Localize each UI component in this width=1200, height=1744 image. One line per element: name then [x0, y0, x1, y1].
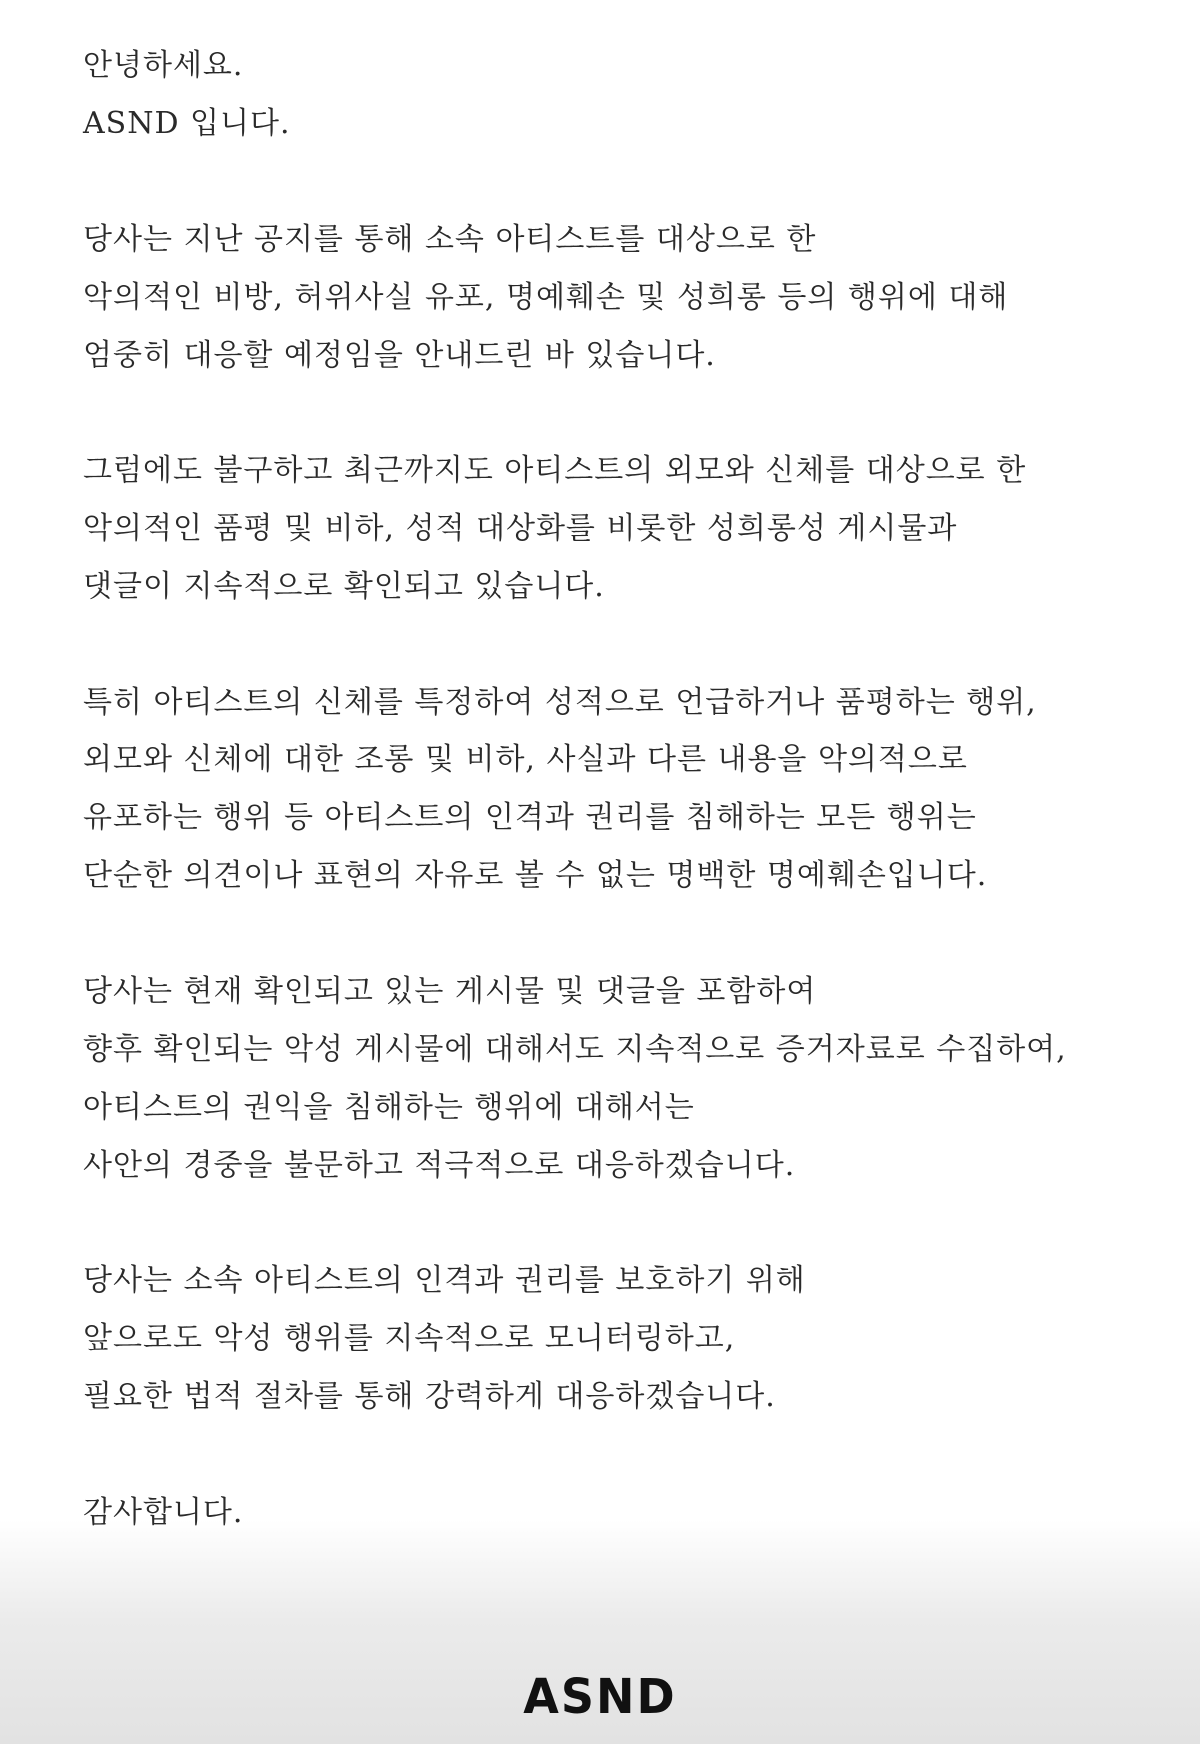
closing-line: 감사합니다. — [83, 1495, 244, 1530]
paragraph-1-line-1: 당사는 지난 공지를 통해 소속 아티스트를 대상으로 한 — [83, 222, 817, 257]
paragraph-4-line-2: 향후 확인되는 악성 게시물에 대해서도 지속적으로 증거자료로 수집하여, — [83, 1032, 1067, 1067]
paragraph-2-line-1: 그럼에도 불구하고 최근까지도 아티스트의 외모와 신체를 대상으로 한 — [83, 453, 1027, 488]
asnd-logo: ASND — [523, 1667, 677, 1725]
intro-line: ASND 입니다. — [83, 106, 291, 141]
paragraph-2-line-2: 악의적인 품평 및 비하, 성적 대상화를 비롯한 성희롱성 게시물과 — [83, 511, 958, 546]
paragraph-3-line-2: 외모와 신체에 대한 조롱 및 비하, 사실과 다른 내용을 악의적으로 — [83, 742, 968, 777]
paragraph-3-line-3: 유포하는 행위 등 아티스트의 인격과 권리를 침해하는 모든 행위는 — [83, 800, 977, 835]
paragraph-1-line-3: 엄중히 대응할 예정임을 안내드린 바 있습니다. — [83, 338, 716, 373]
paragraph-4-line-1: 당사는 현재 확인되고 있는 게시물 및 댓글을 포함하여 — [83, 974, 817, 1009]
paragraph-5-line-3: 필요한 법적 절차를 통해 강력하게 대응하겠습니다. — [83, 1379, 776, 1414]
paragraph-3-line-1: 특히 아티스트의 신체를 특정하여 성적으로 언급하거나 품평하는 행위, — [83, 685, 1037, 720]
paragraph-5-line-1: 당사는 소속 아티스트의 인격과 권리를 보호하기 위해 — [83, 1263, 806, 1298]
paragraph-3-line-4: 단순한 의견이나 표현의 자유로 볼 수 없는 명백한 명예훼손입니다. — [83, 858, 988, 893]
paragraph-5-line-2: 앞으로도 악성 행위를 지속적으로 모니터링하고, — [83, 1321, 736, 1356]
paragraph-2-line-3: 댓글이 지속적으로 확인되고 있습니다. — [83, 569, 605, 604]
paragraph-4-line-4: 사안의 경중을 불문하고 적극적으로 대응하겠습니다. — [83, 1148, 796, 1183]
paragraph-1-line-2: 악의적인 비방, 허위사실 유포, 명예훼손 및 성희롱 등의 행위에 대해 — [83, 280, 1009, 315]
paragraph-4-line-3: 아티스트의 권익을 침해하는 행위에 대해서는 — [83, 1090, 695, 1125]
greeting: 안녕하세요. — [83, 48, 244, 83]
